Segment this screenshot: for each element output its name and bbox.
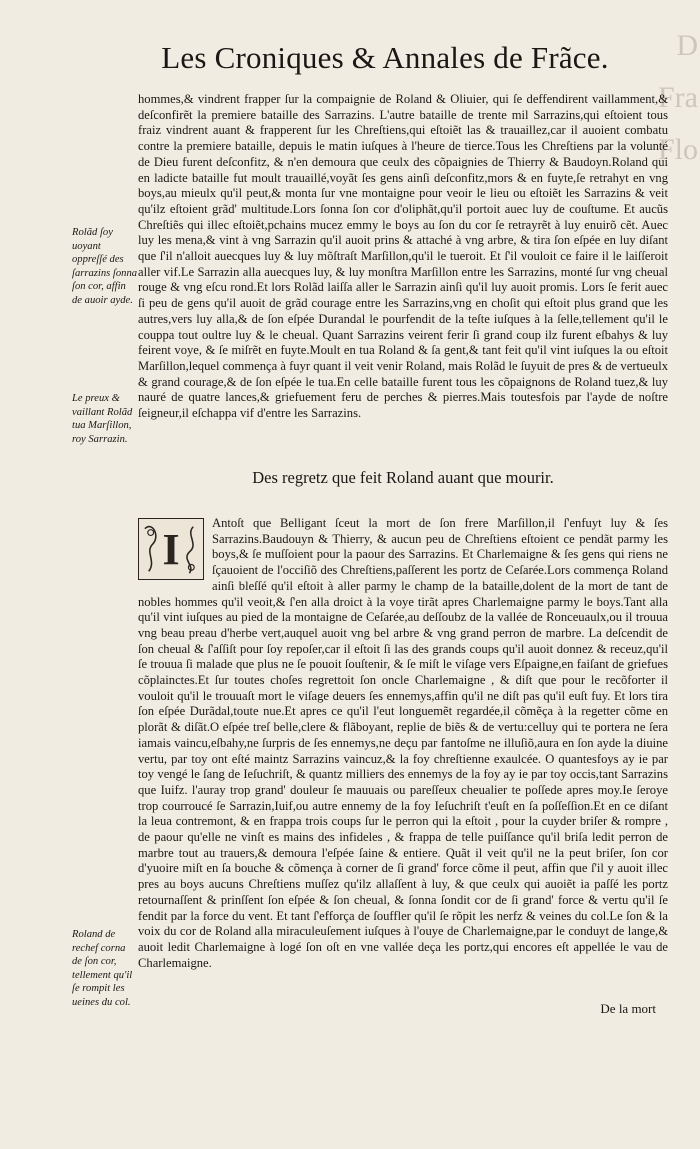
initial-letter: I bbox=[162, 525, 180, 574]
show-through-line: D bbox=[676, 29, 698, 62]
section-heading: Des regretz que feit Roland auant que mourir. bbox=[252, 468, 554, 487]
main-text-block-2 bbox=[138, 516, 668, 971]
page-title: Les Croniques & Annales de Frãce. bbox=[161, 40, 609, 75]
margin-note-1: Rolãd ſoy uoyant oppreſſé des ſarrazins ſonna ſon cor, affin de auoir ayde. bbox=[72, 227, 138, 306]
main-text-block-1 bbox=[138, 92, 668, 422]
catchword: De la mort bbox=[600, 1001, 656, 1016]
margin-note-3: Roland de rechef corna de ſon cor, tellement qu'il ſe rompit les ueines du col. bbox=[72, 929, 133, 1008]
margin-note-2: Le preux & vaillant Rolãd tua Marſillon, roy Sarrazin. bbox=[72, 393, 133, 445]
show-through-line: Fra bbox=[658, 81, 698, 114]
decorated-initial bbox=[138, 518, 204, 580]
paragraph-1: hommes,& vindrent frapper ſur la compaignie de Roland & Oliuier, qui ſe deffendirent vaillamment,& deſconfirẽt la premiere bataille des Sarrazins. L'autre bataille de trente mil Sarrazins,qui eſtoient tous fraiz vindrent auant & frapperent ſur les Chreſtiens,qui eſtoiẽt las & trauaillez,car il auoient combatu contre la premiere bataille, depuis le matin iuſques à l'heure de tierce.Tous les Chreſtiens par la volunté de Dieu furent deſconfitz, & n'en demoura que ceulx des cõpaignies de Thierry & Baudoyn.Roland qui en ladicte bataille fut moult trauaillé,voyãt ſes gens ainſi deſconfitz,mors & en fuyte,ſe retrahyt en vng boys,au mieulx qu'il peut,& monta ſur vne montaigne pour veoir le lieu ou eſtoiẽt les Sarrazins & veit qu'ilz eſtoient grãd' multitude.Lors ſonna ſon cor d'oliphãt,qu'il portoit auec luy de couſtume. Et aucũs Chreſtiẽs qui illec eſtoiẽt,pchains mucez emmy le boys au ſon du cor ſe retrayrẽt à luy enuirõ cẽt. Auec luy les mena,& vint à vng Sarrazin qu'il auoit prins & attaché à vng arbre, & tira ſon eſpée en luy diſant que ſ'il n'alloit auecques luy & luy mõſtraſt Marſillon,qu'il le tueroit. Et ſ'il vouloit ce faire il le laiſſeroit aller vif.Le Sarrazin alla auecques luy, & luy monſtra Marſillon entre les Sarrazins, monté ſur vng cheual rouge & vng eſcu rond.Et lors Rolãd laiſſa aller le Sarrazin ainſi qu'il luy auoit promis. Lors ſe ferit auec ſi peu de gens qu'il auoit de grãd courage entre les Sarrazins,vng en choſit qui eſtoit plus grand que les autres,vers luy alla,& de ſon eſpée Durandal le pourfendit de la teſte iuſques à la ſelle,tellement qu'il le couppa tout oultre luy & le cheual. Quant Sarrazins veirent ferir ſi grand coup ilz furent eſbahys & luy feirent voye, & ſe miſrẽt en fuyte.Moult en tua Roland & ſa gent,& tant feit qu'il vint iuſques la ou eſtoit Marſillon,lequel commença à fuyr quant il veit venir Roland, mais Rolãd le ſuyuit de pres & de vertueulx & grand courage,& de ſon eſpée le tua.En celle bataille furent tous les cõpaignons de Roland tuez,& luy nauré de quatre lances,& griefuement feru de perches & pierres.Mais toutesfois par l'ayde de noſtre ſeigneur,il eſchappa vif d'entre les Sarrazins. bbox=[138, 92, 668, 421]
paragraph-2: Antoſt que Belligant ſceut la mort de ſon frere Marſillon,il ſ'enfuyt luy & ſes Sarrazins.Baudouyn & Thierry, & aucun peu de Chreſtiens eſtoient ce pendãt parmy les boys,& ſe muſſoient pour la paour des Sarrazins. Et Charlemaigne & ſes gens qui riens ne ſçauoient de l'occiſiõ des Chreſtiens,paſſerent les portz de Ceſarée.Lors commença Roland ainſi bleſſé qu'il eſtoit à aller parmy le champ de la bataille,dolent de la mort de tant de nobles hommes qu'il veoit,& ſ'en alla droict à la voye tirãt apres Charlemaigne parmy le boys.Tant alla qu'il vint iuſques au pied de la montaigne de Ceſarée,au deſſoubz de la vallée de Ronceuaulx,ou il trouua vng beau preau d'herbe vert,auquel auoit vng bel arbre & vng grand perron de marbre. La deſcendit de ſon cheual & ſ'aſſiſt pour ſoy repoſer,car il eſtoit ſi las des grands coups qu'il auoit donnez & receuz,qu'il ſe trouua ſi malade que plus ne ſe pouoit ſouſtenir, & ſe miſt le viſage vers Eſpaigne,en faiſant de griefues cõplainctes.Et ſur toutes choſes regrettoit ſon oncle Charlemaigne , & diſt que pour le recõforter il vouloit qu'il le trouuaſt mort le viſage deuers ſes ennemys,affin qu'il ne diſt pas qu'il euſt fuy. Et lors tira ſon eſpée Durãdal,toute nue.Et apres ce qu'il l'eut longuemẽt regardée,il cõmẽça à la regetter cõme en plorãt & diſãt.O eſpée treſ belle,clere & flãboyant, replie de biẽs & de vertu:celluy qui te portera ne ſera iamais vaincu,eſbahy,ne ſurpris de ſes ennemys,ne deçu par fantoſme ne illuſiõ,aura en ſon ayde la diuine vertu, par toy ont eſté maintz Sarrazins vaincuz,& la foy chreſtienne exaulcée. O quantesfoys ay ie par toy vengé le ſang de Ieſuchriſt, & quantz milliers des ennemys de la foy ay ie par toy occis,tant Sarrazins que Iuifz. l'auray trop grand' douleur ſe mauuais ou pareſſeux cheualier te poſſede apres moy.Ie ſeroye trop courroucé ſe Sarrazin,Iuif,ou autre ennemy de la foy Ieſuchriſt t'euſt en ſa poſſeſſion.Et en ce diſant la leua contremont, & en frappa trois coups ſur le perron qui la eſtoit , pour la cuyder briſer & rompre , de paour qu'elle ne vinſt es mains des infideles , & frappa de telle puiſſance qu'il briſa ledit perron de marbre tout au trauers,& demoura l'eſpée ſaine & entiere. Quãt il veit qu'il ne la peut briſer, ſon cor d'yuoire miſt en ſa bouche & cõmença à corner de ſi grand' force cõme il peut, affin que ſ'il y auoit illec pres au boys aucuns Chreſtiens muſſez qu'ilz allaſſent à luy, & que ceulx qui auoiẽt ia paſſé les portz retournaſſent & prinſſent ſon eſpée & ſon cheual, & ſonna ſondit cor de ſi grand' force & vertu qu'il ſe fendit par la force du vent. Et tant ſ'efforça de ſouffler qu'il ſe rõpit les nerfz & veines du col.Le ſon & la voix du cor de Roland alla miraculeuſement iuſques à l'ouye de Charlemaigne,par le conduyt de lange,& auoit ledit Charlemaigne à logé ſon oſt en vne vallée deça les portz,qui encores eſt appellée le vau de Charlemaigne. bbox=[138, 516, 668, 970]
show-through-line: Flo bbox=[657, 133, 698, 166]
